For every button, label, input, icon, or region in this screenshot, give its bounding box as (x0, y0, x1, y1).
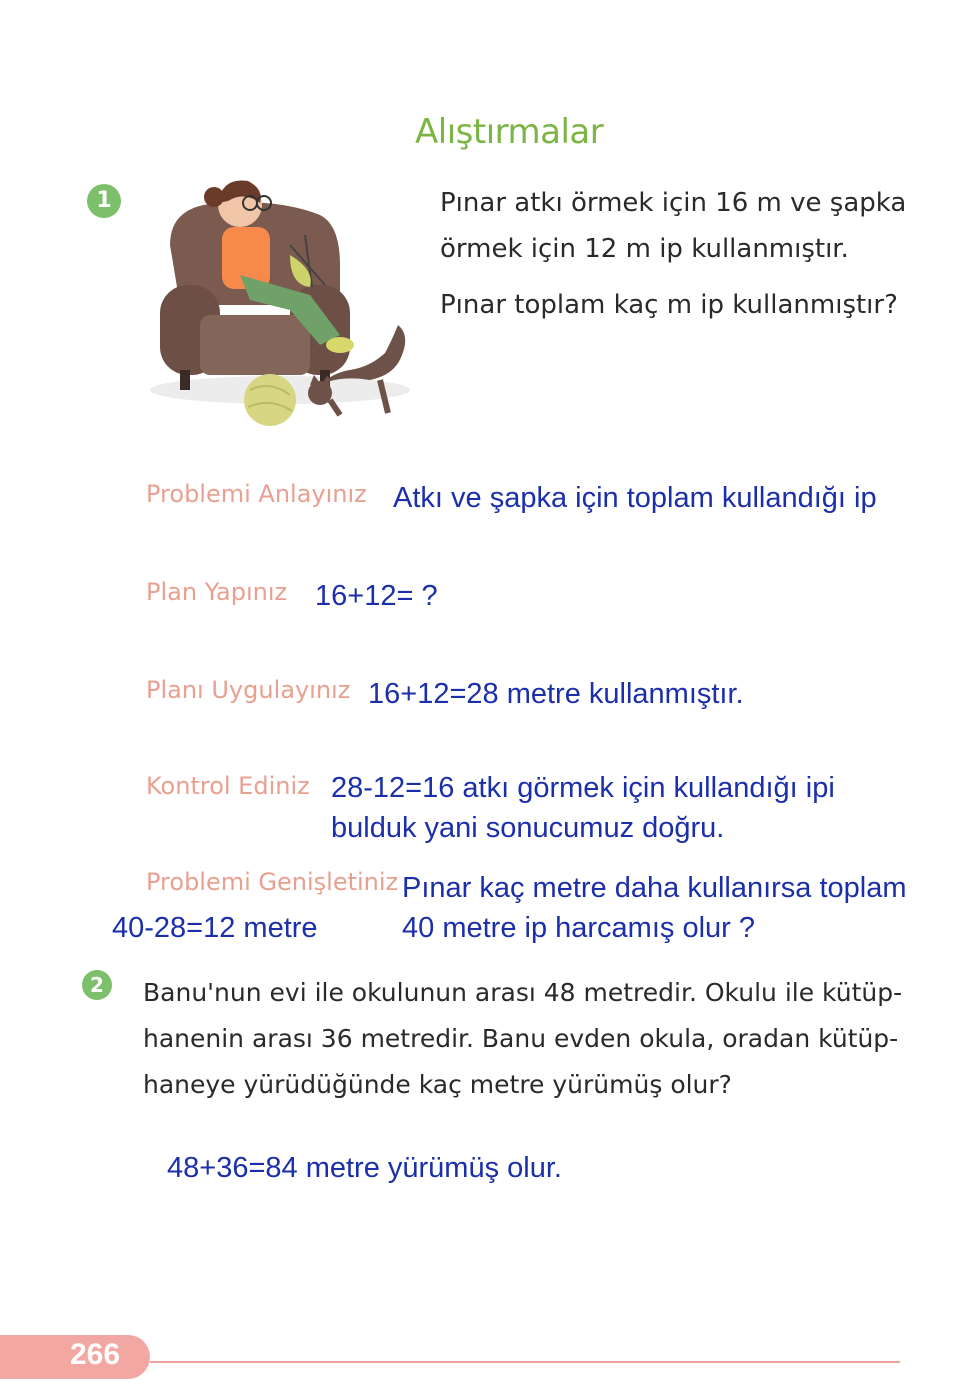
step-extend-label: Problemi Genişletiniz (146, 868, 399, 896)
question-2-text (143, 978, 923, 1099)
step-understand-label: Problemi Anlayınız (146, 480, 367, 508)
step-plan-label: Plan Yapınız (146, 578, 288, 606)
page-heading: Alıştırmalar (415, 112, 604, 152)
step-check-answer-line2: bulduk yani sonucumuz doğru. (331, 812, 725, 844)
step-extend-answer-line2: 40 metre ip harcamış olur ? (402, 912, 755, 944)
footer-divider (150, 1361, 900, 1363)
knitting-girl-illustration (140, 175, 430, 435)
question-2-answer: 48+36=84 metre yürümüş olur. (167, 1152, 562, 1184)
question-2-line: Banu'nun evi ile okulunun arası 48 metredir. Okulu ile kütüp- (143, 978, 903, 1007)
question-1-badge: 1 (87, 184, 121, 218)
step-check-label: Kontrol Ediniz (146, 772, 310, 800)
question-2-line: hanenin arası 36 metredir. Banu evden okula, oradan kütüp- (143, 1024, 899, 1053)
page-number: 266 (70, 1338, 121, 1371)
step-understand-answer: Atkı ve şapka için toplam kullandığı ip (393, 482, 877, 514)
step-extend-answer-line1: Pınar kaç metre daha kullanırsa toplam (402, 872, 907, 904)
step-check-answer-line1: 28-12=16 atkı görmek için kullandığı ipi (331, 772, 835, 804)
step-extend-side-answer: 40-28=12 metre (112, 912, 318, 944)
question-1-line: örmek için 12 m ip kullanmıştır. (440, 234, 849, 264)
step-apply-answer: 16+12=28 metre kullanmıştır. (368, 678, 744, 710)
step-plan-answer: 16+12= ? (315, 580, 438, 612)
question-1-text (440, 188, 920, 320)
question-1-line: Pınar atkı örmek için 16 m ve şapka (440, 188, 907, 218)
question-2-badge: 2 (82, 970, 112, 1000)
question-1-line: Pınar toplam kaç m ip kullanmıştır? (440, 290, 898, 320)
question-2-line: haneye yürüdüğünde kaç metre yürümüş olur? (143, 1070, 732, 1099)
step-apply-label: Planı Uygulayınız (146, 676, 351, 704)
